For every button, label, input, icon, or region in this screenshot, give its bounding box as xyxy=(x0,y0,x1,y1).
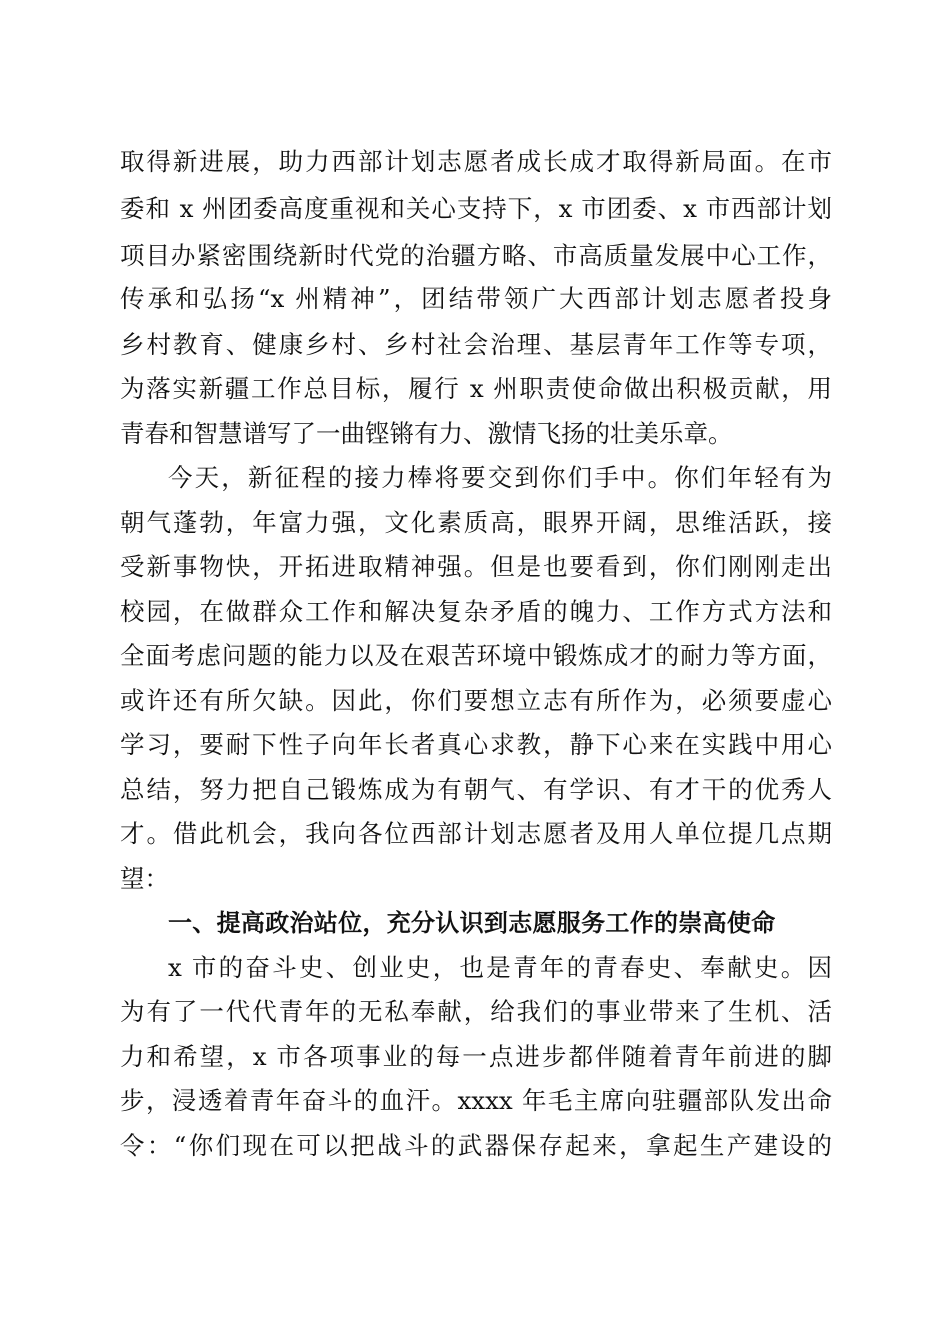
paragraph-line: 为落实新疆工作总目标，履行 x 州职责使命做出积极贡献，用 xyxy=(120,374,832,403)
paragraph-line: 全面考虑问题的能力以及在艰苦环境中锻炼成才的耐力等方面， xyxy=(120,641,832,670)
paragraph-line: 取得新进展，助力西部计划志愿者成长成才取得新局面。在市 xyxy=(120,147,832,176)
paragraph-line: 委和 x 州团委高度重视和关心支持下，x 市团委、x 市西部计划 xyxy=(120,194,832,223)
paragraph-line: 朝气蓬勃，年富力强，文化素质高，眼界开阔，思维活跃，接 xyxy=(120,508,832,537)
paragraph-line: 乡村教育、健康乡村、乡村社会治理、基层青年工作等专项， xyxy=(120,330,832,359)
paragraph-line: 传承和弘扬“x 州精神”，团结带领广大西部计划志愿者投身 xyxy=(120,284,832,313)
paragraph-line: x 市的奋斗史、创业史，也是青年的青春史、奉献史。因 xyxy=(168,953,832,982)
paragraph-line: 才。借此机会，我向各位西部计划志愿者及用人单位提几点期 xyxy=(120,819,832,848)
paragraph-line: 或许还有所欠缺。因此，你们要想立志有所作为，必须要虚心 xyxy=(120,686,832,715)
paragraph-line: 青春和智慧谱写了一曲铿锵有力、激情飞扬的壮美乐章。 xyxy=(120,419,733,448)
paragraph-line: 步，浸透着青年奋斗的血汗。xxxx 年毛主席向驻疆部队发出命 xyxy=(120,1086,832,1115)
paragraph-line: 力和希望，x 市各项事业的每一点进步都伴随着青年前进的脚 xyxy=(120,1042,832,1071)
paragraph-line: 学习，要耐下性子向年长者真心求教，静下心来在实践中用心 xyxy=(120,730,832,759)
paragraph-line: 令：“你们现在可以把战斗的武器保存起来，拿起生产建设的 xyxy=(120,1131,832,1160)
paragraph-line: 今天，新征程的接力棒将要交到你们手中。你们年轻有为 xyxy=(168,463,832,492)
paragraph-line: 为有了一代代青年的无私奉献，给我们的事业带来了生机、活 xyxy=(120,997,832,1026)
paragraph-line: 受新事物快，开拓进取精神强。但是也要看到，你们刚刚走出 xyxy=(120,552,832,581)
paragraph-line: 项目办紧密围绕新时代党的治疆方略、市高质量发展中心工作， xyxy=(120,241,832,270)
paragraph-line: 望： xyxy=(120,864,169,893)
section-heading: 一、提高政治站位，充分认识到志愿服务工作的崇高使命 xyxy=(168,909,776,937)
paragraph-line: 总结，努力把自己锻炼成为有朝气、有学识、有才干的优秀人 xyxy=(120,775,832,804)
paragraph-line: 校园，在做群众工作和解决复杂矛盾的魄力、工作方式方法和 xyxy=(120,597,832,626)
